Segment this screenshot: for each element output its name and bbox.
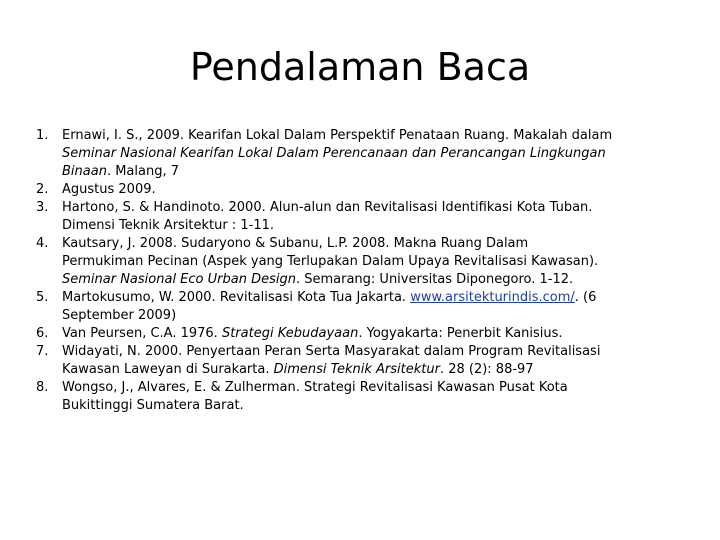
reference-line xyxy=(62,145,700,163)
reference-item xyxy=(36,199,700,235)
reference-text: . Semarang: Universitas Diponegoro. 1-12. xyxy=(295,272,574,287)
reference-line xyxy=(62,127,700,145)
reference-line xyxy=(62,235,700,253)
reference-text: . (6 xyxy=(574,290,597,305)
reference-line xyxy=(62,253,700,271)
reference-item xyxy=(36,379,700,415)
reference-italic-text: Dimensi Teknik Arsitektur xyxy=(273,362,440,377)
reference-number: 5. xyxy=(36,290,49,305)
reference-number: 1. xyxy=(36,128,49,143)
reference-list xyxy=(36,127,700,415)
reference-link[interactable]: www.arsitekturindis.com/ xyxy=(410,290,575,305)
reference-italic-text: Seminar Nasional Eco Urban Design xyxy=(62,272,296,287)
reference-text: Ernawi, I. S., 2009. Kearifan Lokal Dalam Perspektif Penataan Ruang. Makalah dalam xyxy=(62,128,613,143)
reference-line xyxy=(62,361,700,379)
reference-number: 8. xyxy=(36,380,49,395)
reference-line xyxy=(62,199,700,217)
reference-text: Kawasan Laweyan di Surakarta. xyxy=(62,362,274,377)
reference-item xyxy=(36,235,700,289)
reference-line xyxy=(62,181,700,199)
reference-text: Permukiman Pecinan (Aspek yang Terlupakan Dalam Upaya Revitalisasi Kawasan). xyxy=(62,254,599,269)
reference-text: Martokusumo, W. 2000. Revitalisasi Kota Tua Jakarta. xyxy=(62,290,411,305)
reference-italic-text: Binaan xyxy=(62,164,107,179)
reference-text: Dimensi Teknik Arsitektur : 1-11. xyxy=(62,218,275,233)
reference-line xyxy=(62,217,700,235)
reference-item xyxy=(36,343,700,379)
reference-text: September 2009) xyxy=(62,308,177,323)
reference-line xyxy=(62,163,700,181)
reference-line xyxy=(62,289,700,307)
reference-number: 6. xyxy=(36,326,49,341)
reference-item xyxy=(36,325,700,343)
reference-italic-text: Seminar Nasional Kearifan Lokal Dalam Perencanaan dan Perancangan Lingkungan xyxy=(62,146,606,161)
reference-line xyxy=(62,271,700,289)
reference-text: Agustus 2009. xyxy=(62,182,156,197)
reference-text: Hartono, S. & Handinoto. 2000. Alun-alun dan Revitalisasi Identifikasi Kota Tuban. xyxy=(62,200,593,215)
reference-number: 4. xyxy=(36,236,49,251)
reference-item xyxy=(36,181,700,199)
reference-text: . 28 (2): 88-97 xyxy=(439,362,534,377)
reference-text: . Yogyakarta: Penerbit Kanisius. xyxy=(358,326,563,341)
reference-text: . Malang, 7 xyxy=(106,164,180,179)
reference-text: Van Peursen, C.A. 1976. xyxy=(62,326,222,341)
reference-item xyxy=(36,289,700,325)
reference-item xyxy=(36,127,700,181)
reference-number: 7. xyxy=(36,344,49,359)
page-title: Pendalaman Baca xyxy=(189,45,531,89)
reference-line xyxy=(62,379,700,397)
reference-text: Bukittinggi Sumatera Barat. xyxy=(62,398,244,413)
reference-italic-text: Strategi Kebudayaan xyxy=(221,326,359,341)
reference-line xyxy=(62,343,700,361)
reference-line xyxy=(62,397,700,415)
reference-line xyxy=(62,307,700,325)
reference-text: Kautsary, J. 2008. Sudaryono & Subanu, L.P. 2008. Makna Ruang Dalam xyxy=(62,236,529,251)
reference-text: Wongso, J., Alvares, E. & Zulherman. Strategi Revitalisasi Kawasan Pusat Kota xyxy=(62,380,568,395)
reference-number: 3. xyxy=(36,200,49,215)
reference-line xyxy=(62,325,700,343)
reference-number: 2. xyxy=(36,182,49,197)
reference-text: Widayati, N. 2000. Penyertaan Peran Serta Masyarakat dalam Program Revitalisasi xyxy=(62,344,601,359)
